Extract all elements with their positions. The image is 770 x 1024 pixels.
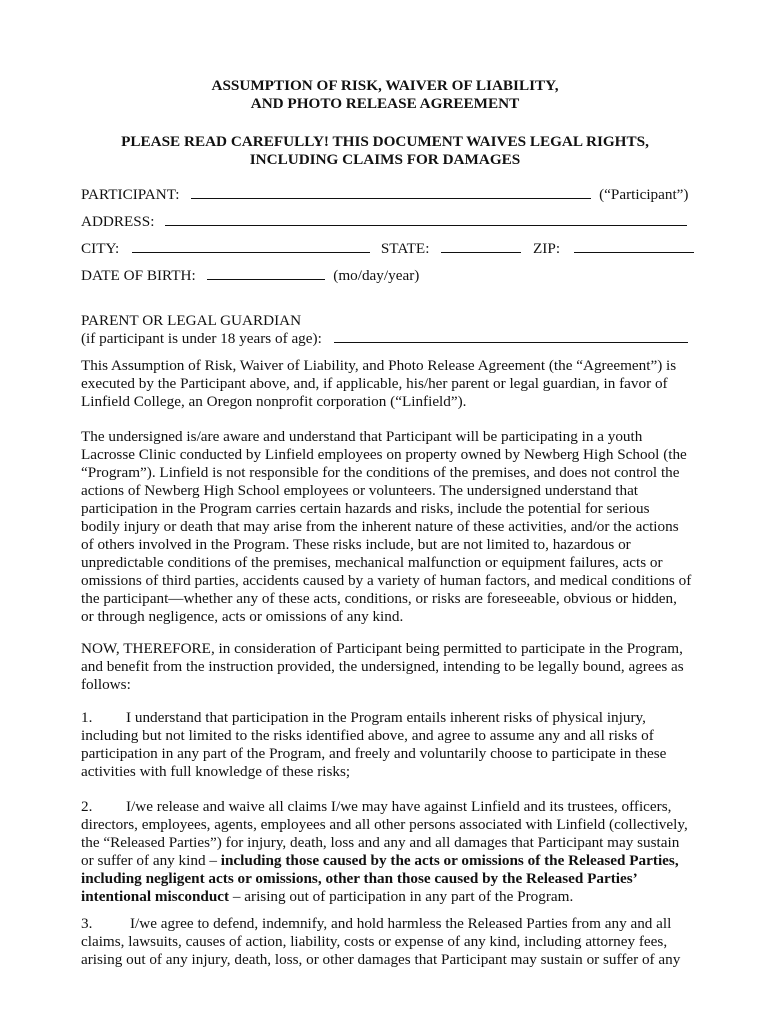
- paragraph-line: directors, employees, agents, employees and all other persons associated with Linfield (collectively,: [81, 816, 688, 833]
- clause-first-line: [81, 915, 691, 933]
- paragraph-line: claims, lawsuits, causes of action, liability, costs or expense of any kind, including attorney fees,: [81, 933, 668, 950]
- paragraph-line: or through negligence, acts or omissions of any kind.: [81, 608, 404, 625]
- warning-line: INCLUDING CLAIMS FOR DAMAGES: [249, 151, 521, 168]
- city-label: CITY:: [81, 240, 120, 257]
- paragraph-line: Linfield College, an Oregon nonprofit corporation (“Linfield”).: [81, 393, 467, 410]
- guardian-condition: (if participant is under 18 years of age):: [81, 330, 322, 347]
- paragraph-line: unpredictable conditions of the premises, mechanical malfunction or equipment failures, acts or: [81, 554, 663, 571]
- paragraph-line: participation in any part of the Program, and freely and voluntarily choose to participate in these: [81, 745, 667, 762]
- paragraph-line: participation in the Program carries certain hazards and risks, include the potential for serious: [81, 500, 650, 517]
- plain-text: – arising out of participation in any part of the Program.: [229, 888, 574, 905]
- zip-field[interactable]: [574, 240, 694, 253]
- dob-label: DATE OF BIRTH:: [81, 267, 196, 284]
- clause-1: [81, 709, 691, 781]
- address-label: ADDRESS:: [81, 213, 155, 230]
- clause-text: I/we agree to defend, indemnify, and hold harmless the Released Parties from any and all: [130, 915, 672, 932]
- clause-first-line: [81, 798, 691, 816]
- state-field[interactable]: [441, 240, 521, 253]
- paragraph-line: of others involved in the Program. These risks include, but are not limited to, hazardous or: [81, 536, 631, 553]
- paragraph-line: the “Released Parties”) for injury, death, loss and any and all damages that Participant may sustain: [81, 834, 680, 851]
- paragraph-line: actions of Newberg High School employees or volunteers. The undersigned understand that: [81, 482, 639, 499]
- paragraph-line: activities with full knowledge of these risks;: [81, 763, 351, 780]
- warning-line: PLEASE READ CAREFULLY! THIS DOCUMENT WAIVES LEGAL RIGHTS,: [121, 133, 649, 150]
- clause-number: 2.: [81, 798, 93, 815]
- therefore-paragraph: [81, 640, 691, 694]
- clause-number: 3.: [81, 915, 93, 932]
- bold-text: including those caused by the acts or omissions of the Released Parties,: [220, 852, 679, 869]
- clause-text: I/we release and waive all claims I/we may have against Linfield and its trustees, officers,: [126, 798, 672, 815]
- paragraph-line: and benefit from the instruction provided, the undersigned, intending to be legally bound, agrees as: [81, 658, 684, 675]
- bold-text: intentional misconduct: [81, 888, 230, 905]
- clause-first-line: [81, 709, 691, 727]
- paragraph-line: Lacrosse Clinic conducted by Linfield employees on property owned by Newberg High School (the: [81, 446, 687, 463]
- city-state-zip-row: [81, 240, 694, 258]
- paragraph-line: [81, 852, 691, 870]
- paragraph-line: follows:: [81, 676, 131, 693]
- participant-suffix: (“Participant”): [599, 186, 689, 203]
- clause-3: [81, 915, 691, 969]
- paragraph-line: the participant—whether any of these acts, conditions, or risks are foreseeable, obvious or hidden,: [81, 590, 677, 607]
- city-field[interactable]: [132, 240, 370, 253]
- paragraph-line: [81, 870, 691, 888]
- paragraph-line: bodily injury or death that may arise from the inherent nature of these activities, and/or the actions: [81, 518, 679, 535]
- document-title: [0, 77, 770, 113]
- paragraph-line: omissions of third parties, accidents caused by a variety of human factors, and medical conditions of: [81, 572, 692, 589]
- paragraph-line: “Program”). Linfield is not responsible for the conditions of the premises, and does not control the: [81, 464, 680, 481]
- dob-row: [81, 267, 419, 285]
- clause-2: [81, 798, 691, 906]
- zip-label: ZIP:: [533, 240, 561, 257]
- bold-text: including negligent acts or omissions, other than those caused by the Released Parties’: [81, 870, 638, 887]
- participant-field[interactable]: [191, 186, 591, 199]
- guardian-heading: [81, 312, 301, 330]
- participant-label: PARTICIPANT:: [81, 186, 180, 203]
- address-field[interactable]: [165, 213, 687, 226]
- paragraph-line: NOW, THEREFORE, in consideration of Participant being permitted to participate in the Program,: [81, 640, 683, 657]
- paragraph-line: executed by the Participant above, and, if applicable, his/her parent or legal guardian, in favor of: [81, 375, 668, 392]
- state-label: STATE:: [380, 240, 430, 257]
- intro-paragraph: [81, 357, 691, 411]
- title-line: ASSUMPTION OF RISK, WAIVER OF LIABILITY,: [211, 77, 559, 94]
- guardian-field[interactable]: [334, 330, 688, 343]
- guardian-row: [81, 330, 688, 348]
- participant-row: [81, 186, 688, 204]
- paragraph-line: including but not limited to the risks identified above, and agree to assume any and all risks of: [81, 727, 654, 744]
- paragraph-line: The undersigned is/are aware and understand that Participant will be participating in a youth: [81, 428, 643, 445]
- paragraph-line: [81, 888, 691, 906]
- dob-format: (mo/day/year): [333, 267, 420, 284]
- title-line: AND PHOTO RELEASE AGREEMENT: [250, 95, 520, 112]
- dob-field[interactable]: [207, 267, 325, 280]
- awareness-paragraph: [81, 428, 691, 626]
- warning-heading: [0, 133, 770, 169]
- paragraph-line: arising out of any injury, death, loss, or other damages that Participant may sustain or suffer of any: [81, 951, 681, 968]
- clause-number: 1.: [81, 709, 93, 726]
- clause-text: I understand that participation in the Program entails inherent risks of physical injury,: [126, 709, 646, 726]
- address-row: [81, 213, 687, 231]
- plain-text: or suffer of any kind –: [81, 852, 221, 869]
- guardian-label: PARENT OR LEGAL GUARDIAN: [81, 312, 302, 329]
- paragraph-line: This Assumption of Risk, Waiver of Liability, and Photo Release Agreement (the “Agreement”) is: [81, 357, 677, 374]
